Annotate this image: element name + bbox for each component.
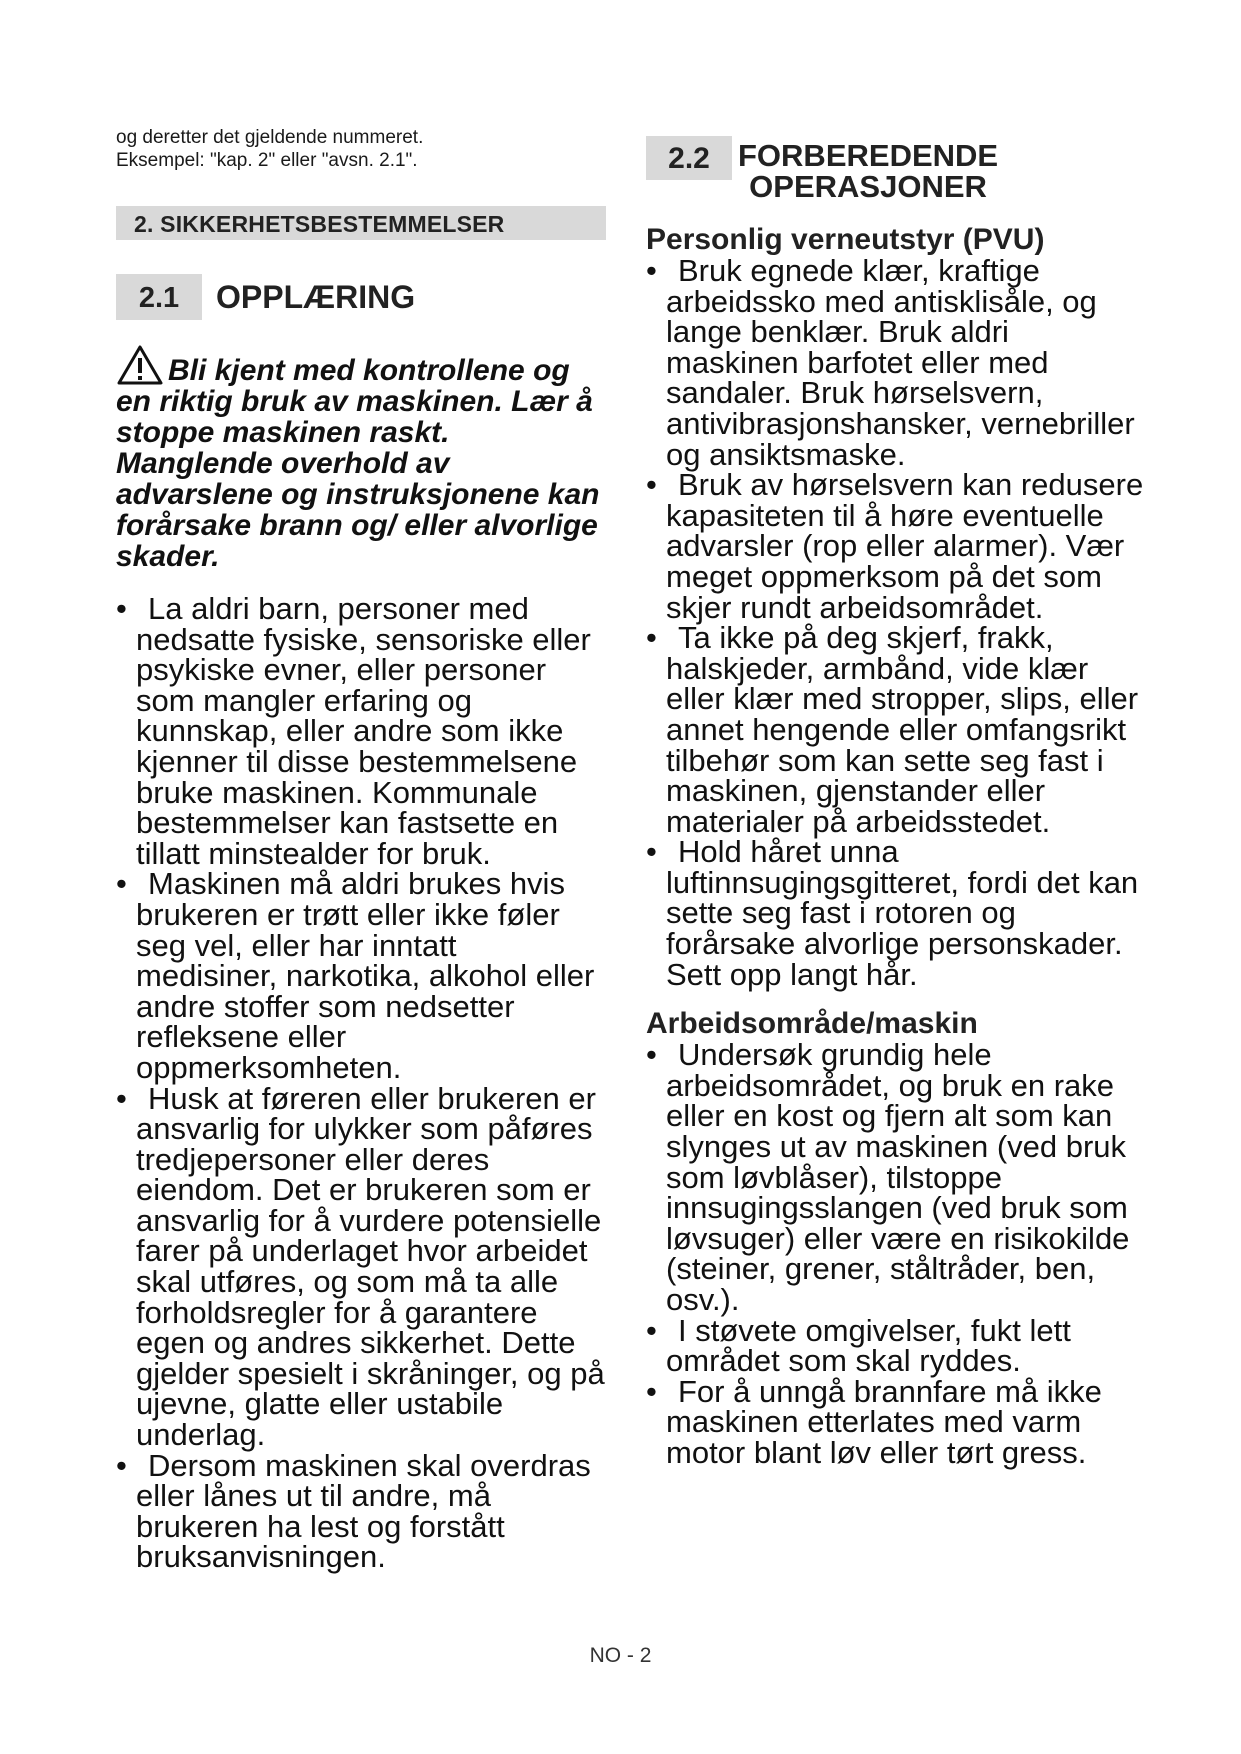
bullet-icon: • — [116, 1080, 127, 1116]
pvu-bullet-list — [646, 253, 1146, 992]
list-item: • Undersøk grundig hele arbeidsområdet, og bruk en rake eller en kost og fjern alt som kan slynges ut av maskinen (ved bruk som løvblåser), tilstoppe innsugingsslangen (ved bruk som løvsuger) eller være en risikokilde (steiner, grener, ståltråder, ben, osv.). — [646, 1037, 1130, 1317]
warning-triangle-icon — [116, 344, 164, 386]
intro-line-2: Eksempel: "kap. 2" eller "avsn. 2.1". — [116, 150, 418, 171]
list-item: • Hold håret unna luftinnsugingsgitteret, fordi det kan sette seg fast i rotoren og forårsake alvorlige personskader. Sett opp langt hår. — [646, 834, 1139, 992]
subsection-number: 2.1 — [116, 274, 202, 320]
heading-pvu: Personlig verneutstyr (PVU) — [646, 223, 1045, 256]
bullet-icon: • — [646, 1037, 657, 1073]
list-item: • Bruk av hørselsvern kan redusere kapasiteten til å høre eventuelle advarsler (rop eller alarmer). Vær meget oppmerksom på det som skjer rundt arbeidsområdet. — [646, 467, 1144, 625]
area-bullet-list — [646, 1037, 1146, 1470]
right-column — [646, 136, 1146, 1469]
list-item: • Dersom maskinen skal overdras eller lånes ut til andre, må brukeren ha lest og forstått bruksanvisningen. — [116, 1447, 591, 1575]
intro-text — [116, 126, 606, 172]
intro-line-1: og deretter det gjeldende nummeret. — [116, 127, 424, 148]
section-title-bar — [116, 206, 606, 240]
subsection-title: OPPLÆRING — [216, 278, 416, 315]
heading-work-area: Arbeidsområde/maskin — [646, 1007, 978, 1041]
subsection-2-1-header — [116, 274, 606, 320]
bullet-icon: • — [116, 1447, 127, 1483]
subsection-title — [738, 140, 998, 202]
list-item: • For å unngå brannfare må ikke maskinen etterlates med varm motor blant løv eller tørt gress. — [646, 1373, 1102, 1470]
warning-block — [116, 344, 606, 572]
subsection-title-line-1: FORBEREDENDE — [738, 138, 999, 173]
bullet-icon: • — [116, 866, 127, 902]
subsection-number: 2.2 — [646, 136, 732, 180]
left-bullet-list — [116, 591, 606, 1575]
left-column — [116, 126, 606, 1573]
bullet-icon: • — [646, 1312, 657, 1348]
list-item: • I støvete omgivelser, fukt lett området som skal ryddes. — [646, 1312, 1071, 1379]
bullet-icon: • — [646, 620, 657, 656]
bullet-icon: • — [646, 834, 657, 870]
bullet-icon: • — [646, 253, 657, 288]
list-item: • Maskinen må aldri brukes hvis brukeren er trøtt eller ikke føler seg vel, eller har inntatt medisiner, narkotika, alkohol eller andre stoffer som nedsetter refleksene eller oppmerksomheten. — [116, 866, 595, 1085]
list-item: • La aldri barn, personer med nedsatte fysiske, sensoriske eller psykiske evner, eller personer som mangler erfaring og kunnskap, eller andre som ikke kjenner til disse bestemmelsene bruke maskinen. Kommunale bestemmelser kan fastsette en tillatt minstealder for bruk. — [116, 591, 591, 871]
subsection-title-line-2: OPERASJONER — [749, 169, 987, 204]
bullet-icon: • — [116, 591, 127, 626]
warning-text: Bli kjent med kontrollene og en riktig bruk av maskinen. Lær å stoppe maskinen raskt. Manglende overhold av advarslene og instruksjonene kan forårsake brann og/ eller alvorlige skader. — [116, 354, 600, 573]
subsection-2-2-header — [646, 136, 1146, 202]
page-number: NO - 2 — [589, 1644, 652, 1667]
list-item: • Bruk egnede klær, kraftige arbeidssko med antisklisåle, og lange benklær. Bruk aldri maskinen barfotet eller med sandaler. Bruk hørselsvern, antivibrasjonshansker, vernebriller og ansiktsmaske. — [646, 253, 1135, 472]
bullet-icon: • — [646, 467, 657, 503]
list-item: • Ta ikke på deg skjerf, frakk, halskjeder, armbånd, vide klær eller klær med stropper, slips, eller annet hengende eller omfangsrikt tilbehør som kan sette seg fast i maskinen, gjenstander eller materialer på arbeidsstedet. — [646, 620, 1139, 839]
bullet-icon: • — [646, 1373, 657, 1409]
list-item: • Husk at føreren eller brukeren er ansvarlig for ulykker som påføres tredjepersoner eller deres eiendom. Det er brukeren som er ansvarlig for å vurdere potensielle farer på underlaget hvor arbeidet skal utføres, og som må ta alle forholdsregler for å garantere egen og andres sikkerhet. Dette gjelder spesielt i skråninger, og på ujevne, glatte eller ustabile underlag. — [116, 1080, 605, 1453]
section-title: 2. SIKKERHETSBESTEMMELSER — [134, 211, 505, 237]
